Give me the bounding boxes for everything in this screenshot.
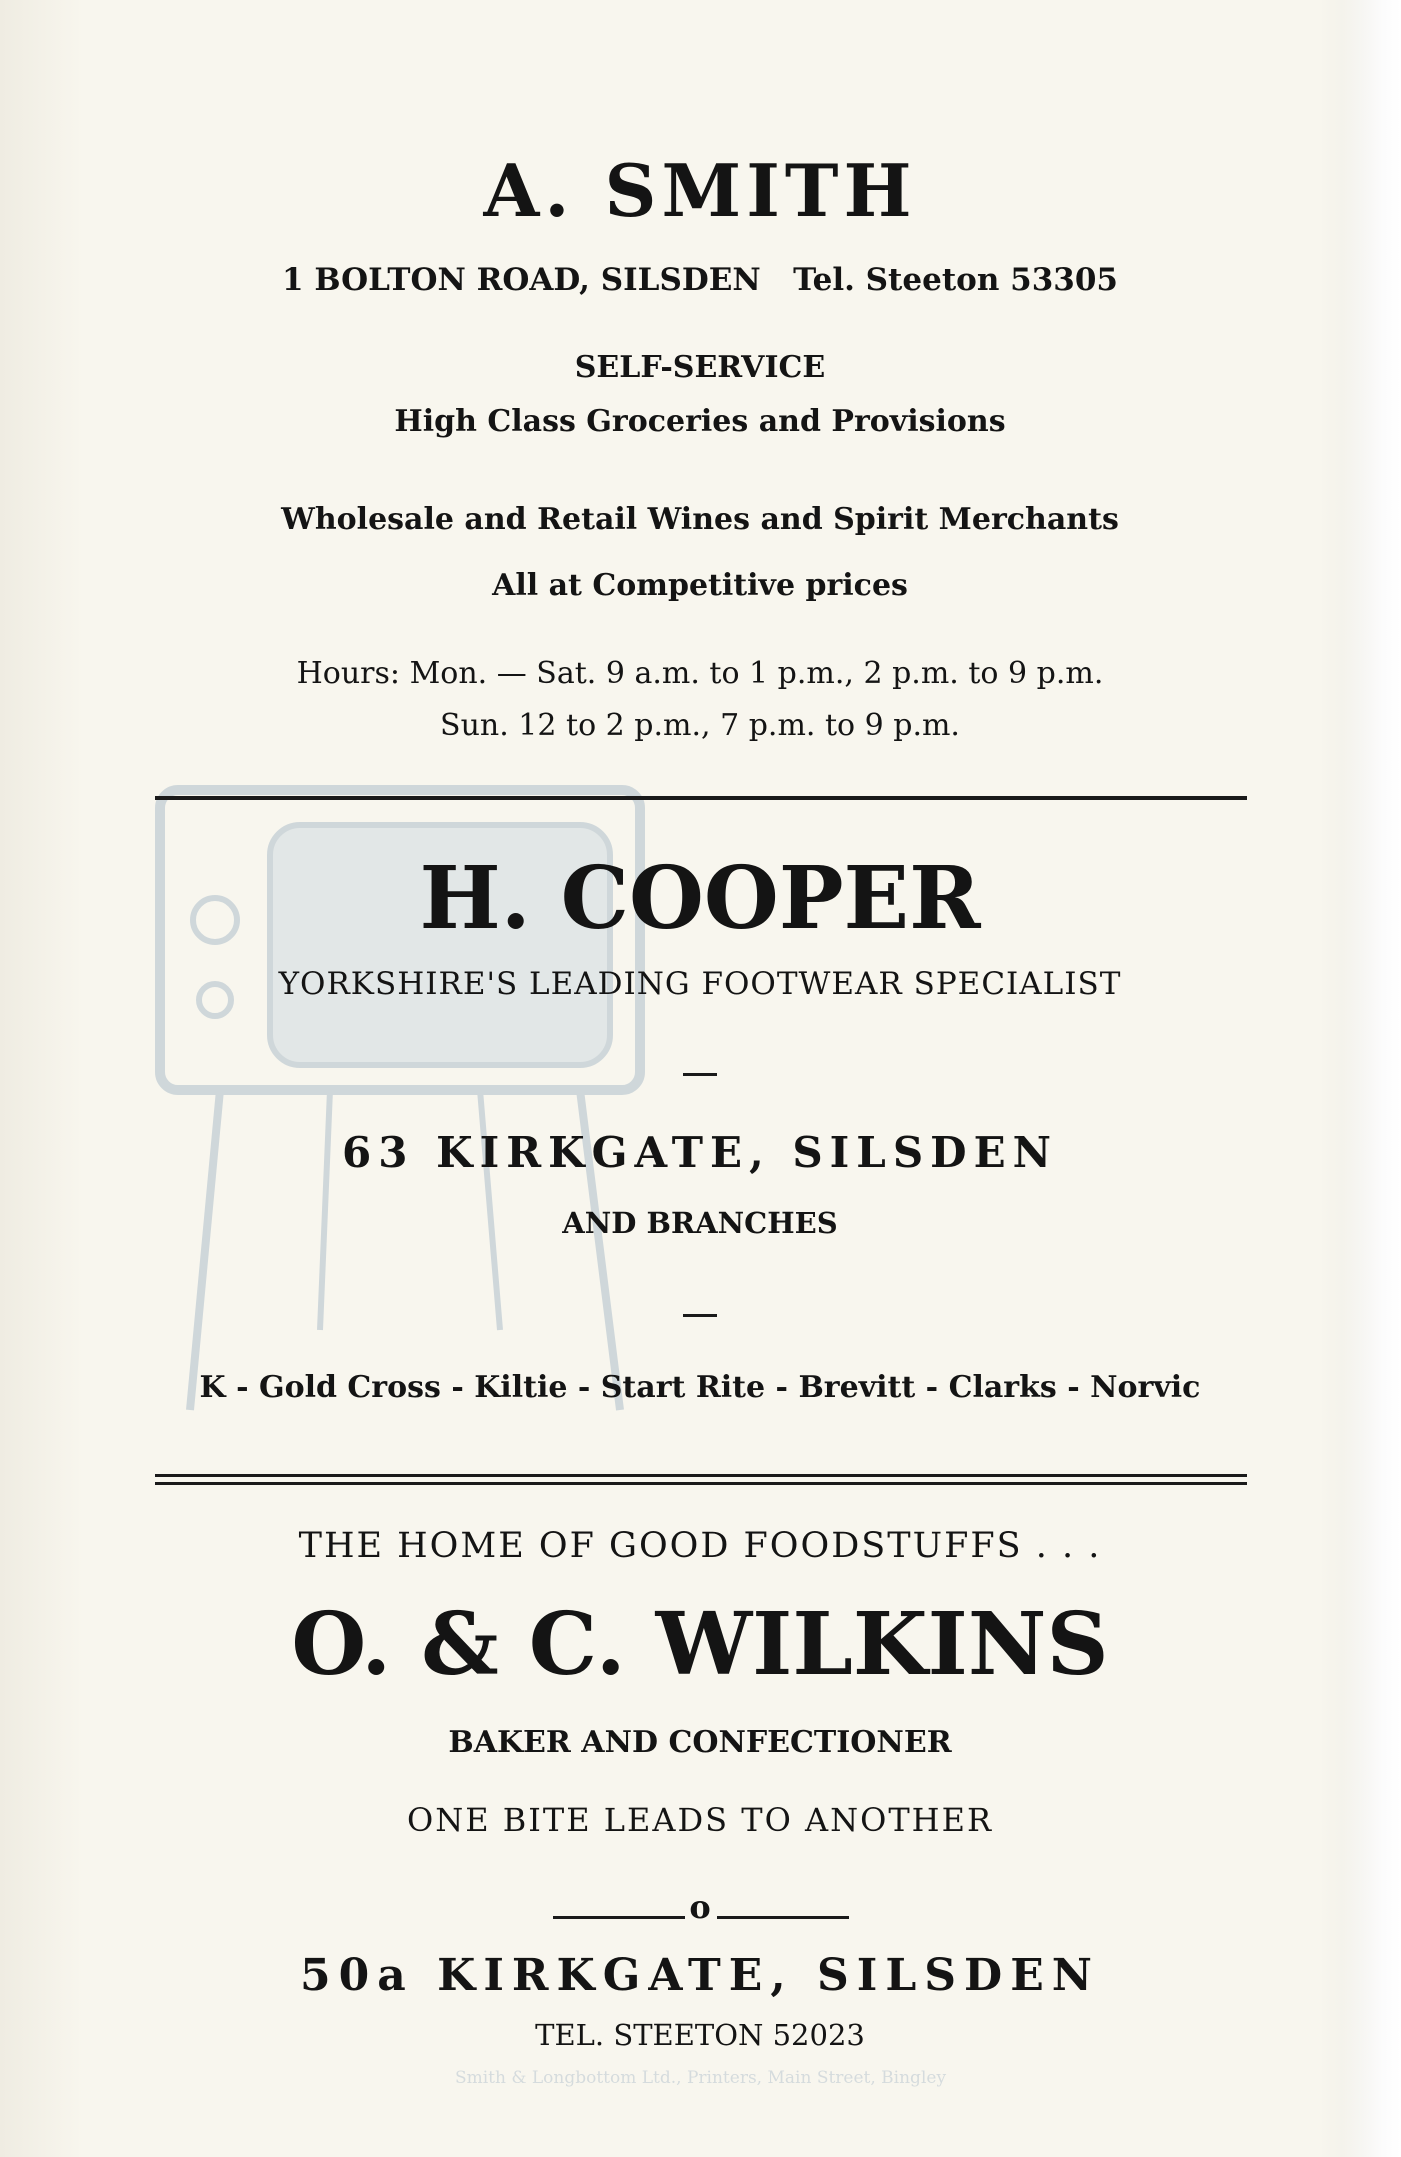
cooper-tagline: YORKSHIRE'S LEADING FOOTWEAR SPECIALIST	[278, 966, 1122, 1002]
smith-prices: All at Competitive prices	[492, 568, 908, 603]
wilkins-rule-right	[717, 1916, 849, 1919]
wilkins-name: O. & C. WILKINS	[291, 1594, 1109, 1695]
divider-rule-2a	[155, 1474, 1247, 1477]
smith-service: SELF-SERVICE	[574, 350, 826, 385]
smith-telephone: Tel. Steeton 53305	[793, 262, 1119, 298]
smith-hours-weekdays: Hours: Mon. — Sat. 9 a.m. to 1 p.m., 2 p.m. to 9 p.m.	[296, 656, 1104, 691]
cooper-dash-1	[683, 1073, 717, 1076]
wilkins-telephone: TEL. STEETON 52023	[535, 2018, 865, 2052]
cooper-dash-2	[683, 1314, 717, 1317]
wilkins-headline: THE HOME OF GOOD FOODSTUFFS . . .	[298, 1526, 1102, 1566]
smith-name: A. SMITH	[483, 148, 917, 233]
page-edge	[1341, 0, 1401, 2157]
smith-hours-sunday: Sun. 12 to 2 p.m., 7 p.m. to 9 p.m.	[440, 708, 960, 743]
wilkins-address: 50a KIRKGATE, SILSDEN	[300, 1950, 1100, 2001]
wilkins-slogan: ONE BITE LEADS TO ANOTHER	[406, 1801, 994, 1839]
smith-wines: Wholesale and Retail Wines and Spirit Merchants	[281, 502, 1119, 537]
wilkins-separator: o	[689, 1888, 711, 1926]
cooper-branches: AND BRANCHES	[562, 1206, 838, 1240]
cooper-address: 63 KIRKGATE, SILSDEN	[342, 1128, 1058, 1177]
smith-address-line	[120, 262, 1280, 298]
smith-groceries: High Class Groceries and Provisions	[394, 404, 1006, 439]
wilkins-trade: BAKER AND CONFECTIONER	[448, 1725, 952, 1760]
divider-rule-2b	[155, 1482, 1247, 1485]
smith-address: 1 BOLTON ROAD, SILSDEN	[281, 262, 761, 298]
cooper-brands: K - Gold Cross - Kiltie - Start Rite - Brevitt - Clarks - Norvic	[199, 1370, 1201, 1405]
divider-rule-1	[155, 796, 1247, 800]
cooper-name: H. COOPER	[419, 848, 981, 949]
printer-credit: Smith & Longbottom Ltd., Printers, Main Street, Bingley	[454, 2068, 947, 2088]
